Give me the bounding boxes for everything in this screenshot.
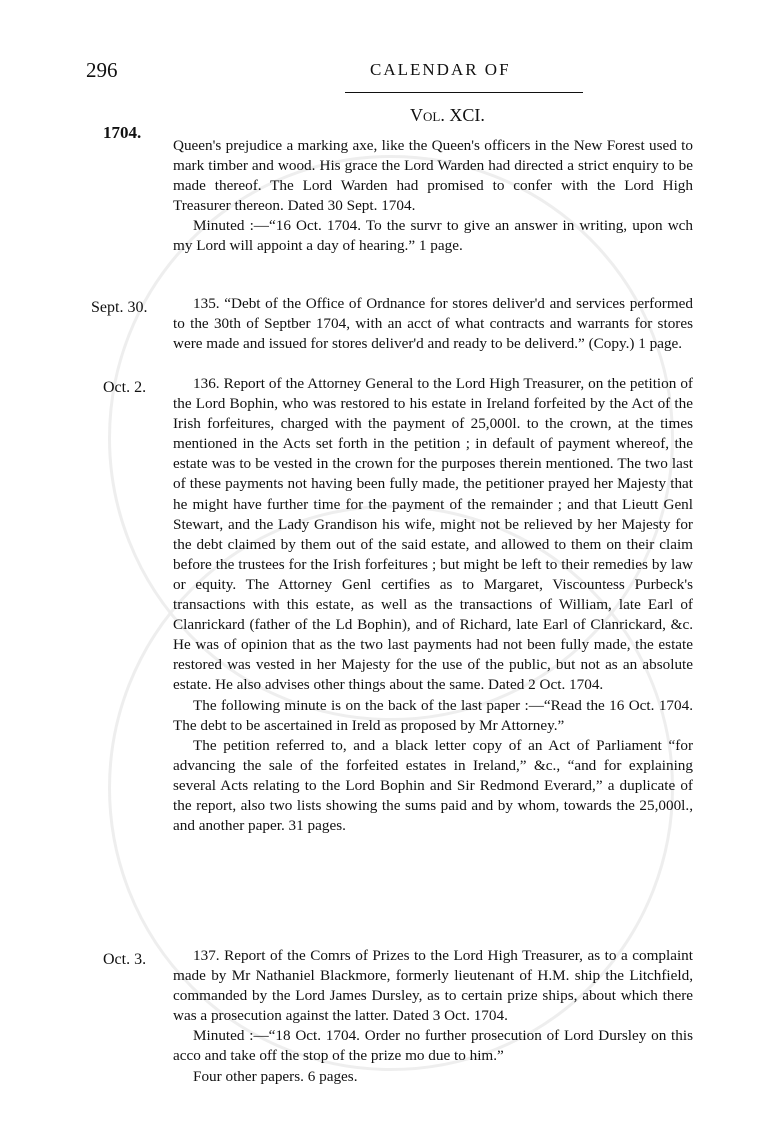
minute-paragraph: The following minute is on the back of the last paper :—“Read the 16 Oct. 1704. The debt to be ascertained in Ireld as proposed by Mr Attorney.” bbox=[173, 696, 693, 734]
entry-paragraph: Queen's prejudice a marking axe, like the Queen's officers in the New Forest used to mark timber and wood. His grace the Lord Warden had directed a strict enquiry to be made thereof. The Lord Warden had promised to confer with the Lord High Treasurer thereon. Dated 30 Sept. 1704. bbox=[173, 137, 693, 215]
entry-paragraph: 135. “Debt of the Office of Ordnance for stores deliver'd and services performed to the 30th of Septber 1704, with an acct of what contracts and warrants for stores were made and issued for stores deliver'd and ready to be deliverd.” (Copy.) 1 page. bbox=[173, 295, 693, 353]
entry-paragraph: 136. Report of the Attorney General to the Lord High Treasurer, on the petition of the Lord Bophin, who was restored to his estate in Ireland forfeited by the Act of the Irish forfeitures, charged with the payment of 25,000l. to the crown, at the times mentioned in the Acts set forth in the petition ; in default of payment whereof, the estate was to be vested in the crown for the purposes therein mentioned. The two last of these payments not having been fully made, the petitioner prayed her Majesty that he might have further time for the payment of the remainder ; and that Lieutt Genl Stewart, and the Lady Grandison his wife, might not be relieved by her Majesty for the debt claimed by them out of the said estate, and allowed to them on their claim before the trustees for the Irish forfeitures ; but might be left to their remedies by law or equity. The Attorney Genl certifies as to Margaret, Viscountess Purbeck's transactions with this estate, as well as the transactions of William, late Earl of Clanrickard (father of the Ld Bophin), and of Richard, late Earl of Clanrickard, &c. He was of opinion that as the two last payments had not been fully made, the estate restored was vested in her Majesty for the use of the public, but not as an absolute estate. He also advises other things about the same. Dated 2 Oct. 1704. bbox=[173, 375, 693, 694]
entry-date: Oct. 3. bbox=[103, 951, 147, 968]
page-number: 296 bbox=[86, 58, 118, 82]
entry-date: Oct. 2. bbox=[103, 379, 147, 396]
entry-136 bbox=[173, 374, 693, 836]
entry-paragraph: 137. Report of the Comrs of Prizes to the Lord High Treasurer, as to a complaint made by Mr Nathaniel Blackmore, formerly lieutenant of H.M. ship the Litchfield, commanded by the Lord James Dursley, as to certain prize ships, about which there was a prosecution against the latter. Dated 3 Oct. 1704. bbox=[173, 947, 693, 1025]
minute-paragraph: Minuted :—“18 Oct. 1704. Order no further prosecution of Lord Dursley on this acco and take off the stop of the prize mo due to him.” bbox=[173, 1027, 693, 1065]
enclosures-paragraph: The petition referred to, and a black letter copy of an Act of Parliament “for advancing the sale of the forfeited estates in Ireland,” &c., “and for explaining several Acts relating to the Lord Bophin and Sir Redmond Everard,” a duplicate of the report, also two lists showing the sums paid and by whom, towards the 25,000l., and another paper. 31 pages. bbox=[173, 736, 693, 835]
entry-137 bbox=[173, 946, 693, 1087]
entry-continuation bbox=[173, 136, 693, 257]
header-rule bbox=[345, 92, 583, 93]
margin-year: 1704. bbox=[103, 123, 142, 142]
enclosures-paragraph: Four other papers. 6 pages. bbox=[193, 1067, 358, 1085]
volume-heading: Vol. XCI. bbox=[410, 105, 485, 125]
running-title: CALENDAR OF bbox=[370, 60, 511, 79]
minute-paragraph: Minuted :—“16 Oct. 1704. To the survr to give an answer in writing, upon wch my Lord will appoint a day of hearing.” 1 page. bbox=[173, 217, 693, 255]
entry-date: Sept. 30. bbox=[91, 299, 148, 316]
entry-135 bbox=[173, 294, 693, 354]
